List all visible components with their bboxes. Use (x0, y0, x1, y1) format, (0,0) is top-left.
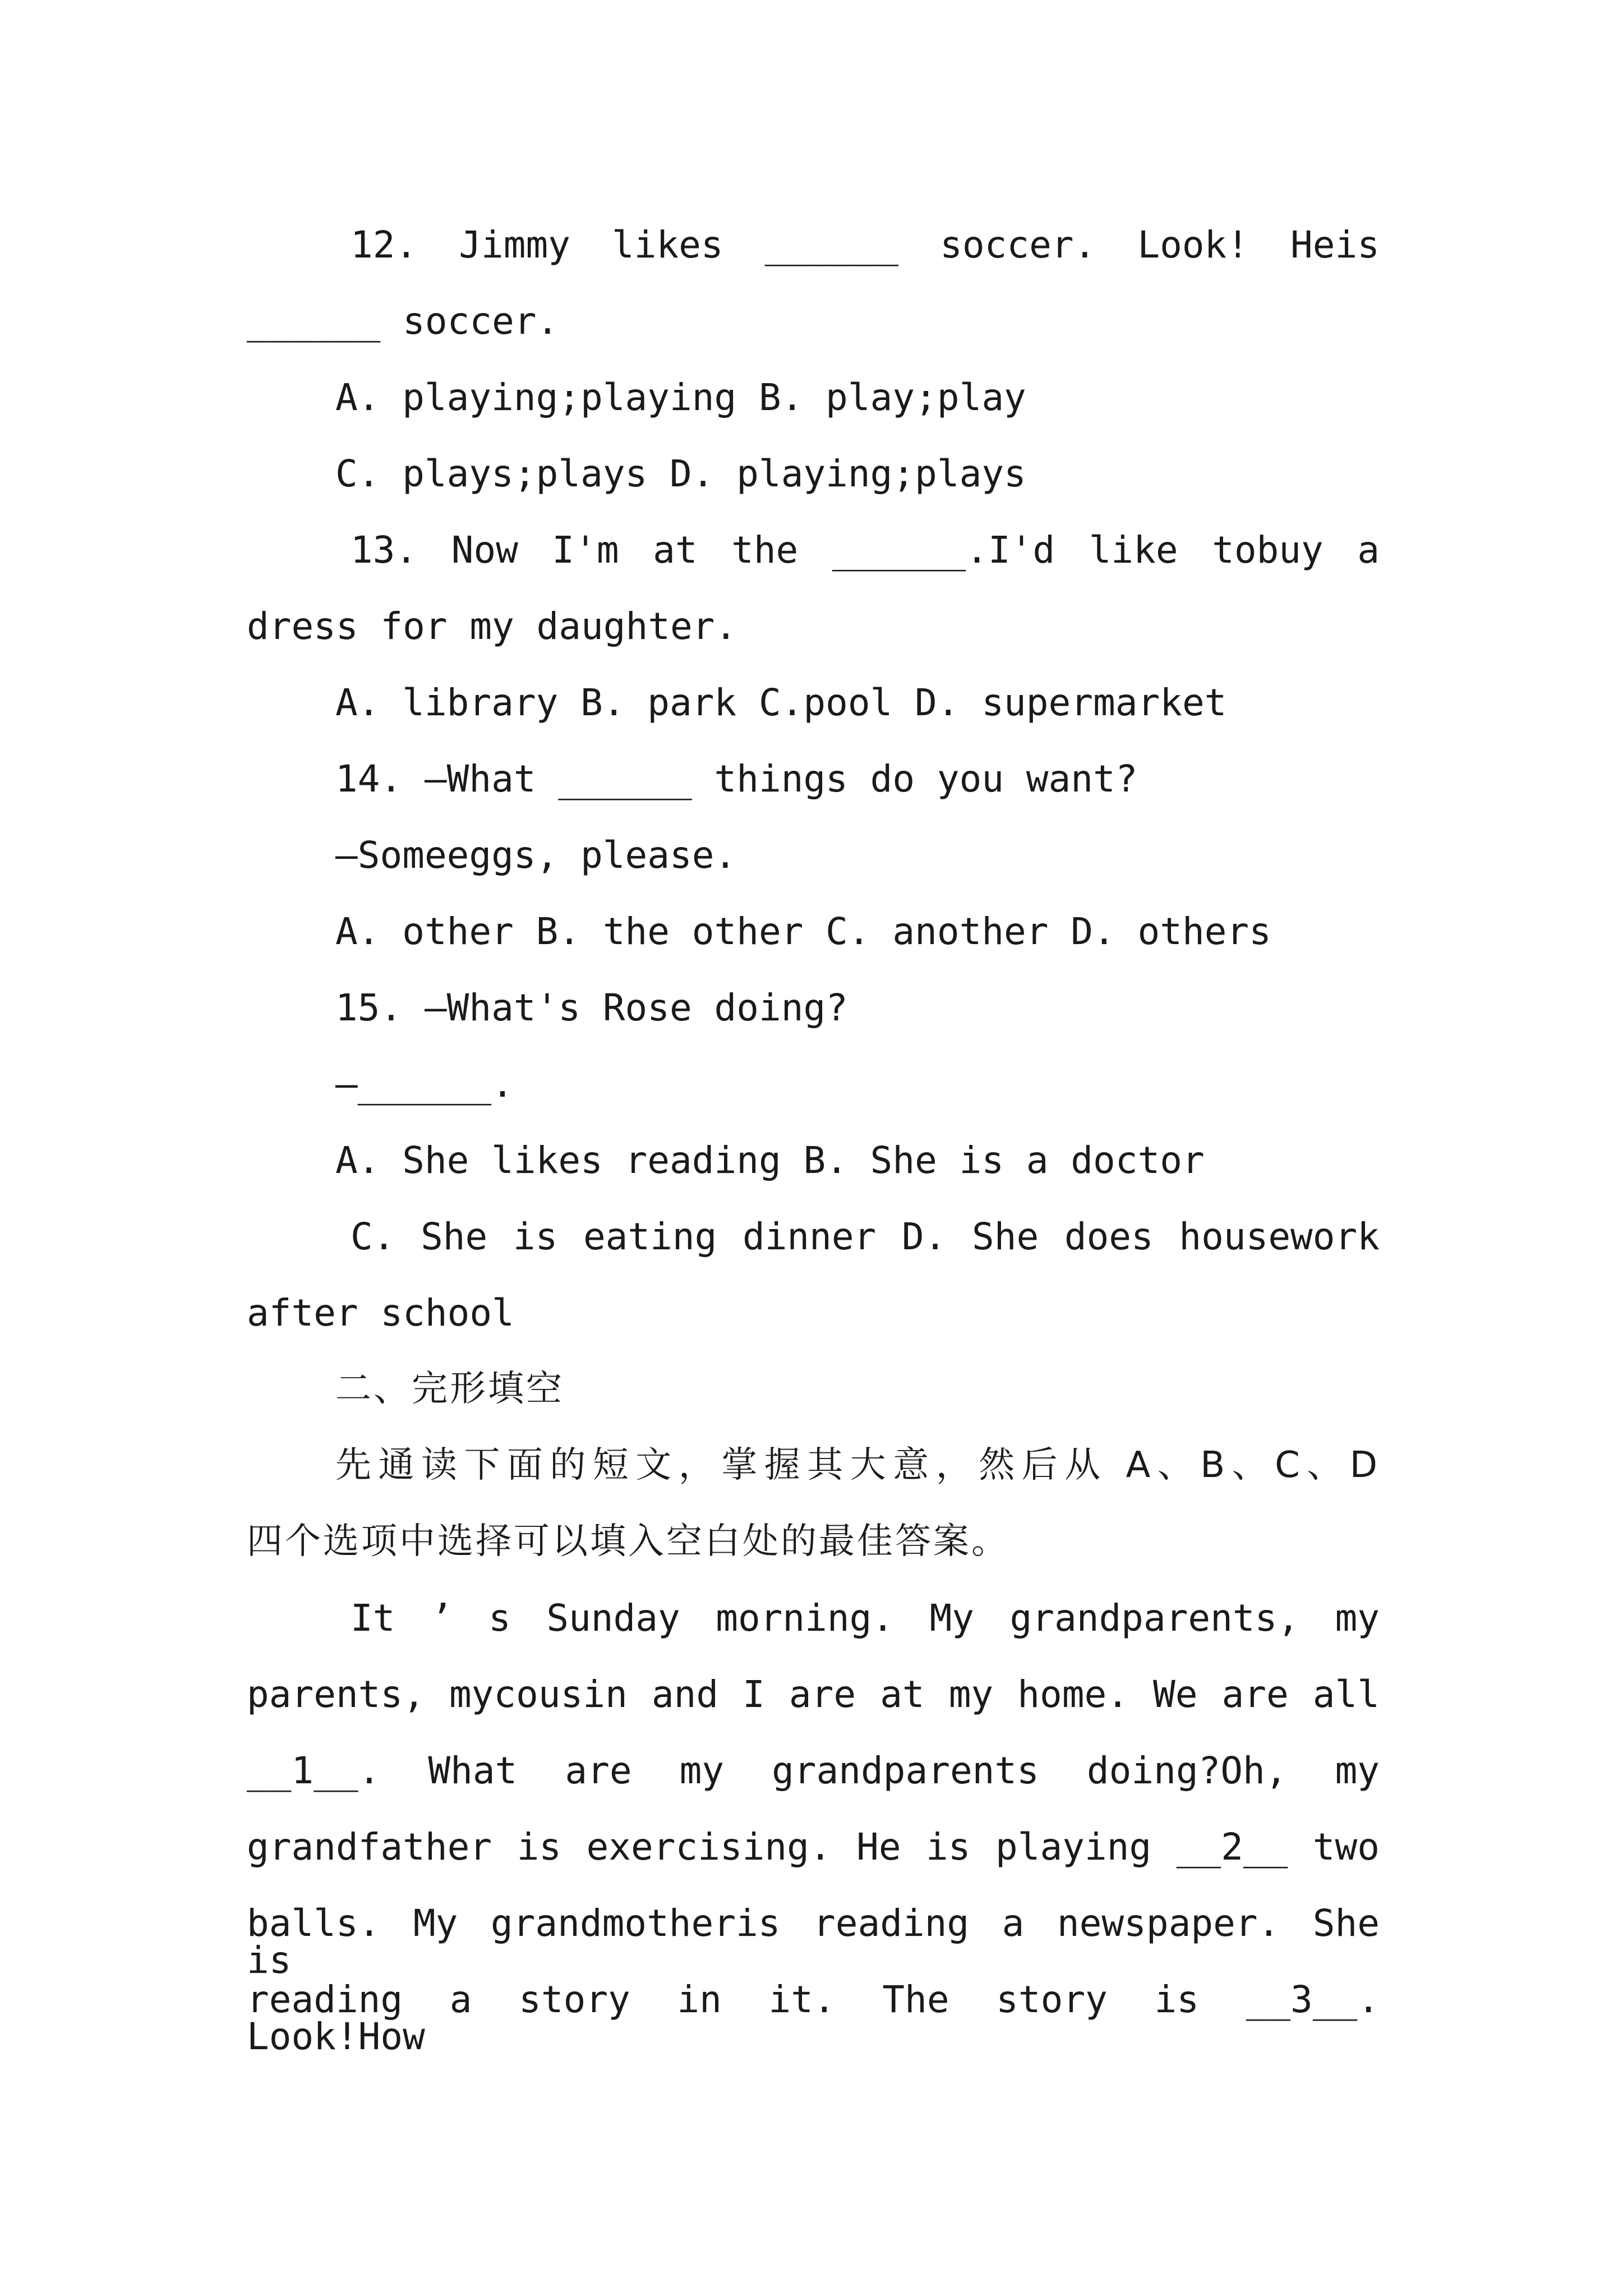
question-13-line-2: dress for my daughter. (247, 605, 737, 648)
passage-line-5: balls. My grandmotheris reading a newspaper. She is (247, 1902, 1380, 1982)
question-12-line-1: 12. Jimmy likes ______ soccer. Look! Heis (351, 223, 1380, 266)
passage-line-1: It ’ s Sunday morning. My grandparents, my (351, 1596, 1380, 1640)
instructions-line-2: 四个选项中选择可以填入空白处的最佳答案。 (247, 1521, 1009, 1562)
passage-line-6: reading a story in it. The story is __3__. Look!How (247, 1978, 1380, 2058)
question-15-options-cd-cont: after school (247, 1291, 514, 1335)
question-15-line-2: —______. (335, 1062, 514, 1106)
passage-line-2: parents, mycousin and I are at my home. We are all (247, 1673, 1380, 1716)
question-14-options: A. other B. the other C. another D. others (335, 910, 1271, 953)
question-12-options-cd: C. plays;plays D. playing;plays (335, 452, 1026, 495)
question-15-options-ab: A. She likes reading B. She is a doctor (335, 1139, 1205, 1182)
question-15-options-cd: C. She is eating dinner D. She does housework (351, 1215, 1380, 1258)
passage-line-4: grandfather is exercising. He is playing __2__ two (247, 1825, 1380, 1869)
question-14-line-2: —Someeggs, please. (335, 834, 737, 877)
question-12-options-ab: A. playing;playing B. play;play (335, 376, 1026, 419)
question-13-options: A. library B. park C.pool D. supermarket (335, 681, 1227, 724)
passage-line-3: __1__. What are my grandparents doing?Oh, my (247, 1749, 1380, 1792)
section-heading: 二、完形填空 (335, 1368, 564, 1410)
instructions-line-1: 先通读下面的短文，掌握其大意，然后从 A、B、C、D (335, 1444, 1380, 1486)
question-12-line-2: ______ soccer. (247, 300, 559, 343)
question-14-line-1: 14. —What ______ things do you want? (335, 757, 1138, 800)
question-13-line-1: 13. Now I'm at the ______.I'd like tobuy a (351, 528, 1380, 572)
question-15-line-1: 15. —What's Rose doing? (335, 986, 848, 1029)
